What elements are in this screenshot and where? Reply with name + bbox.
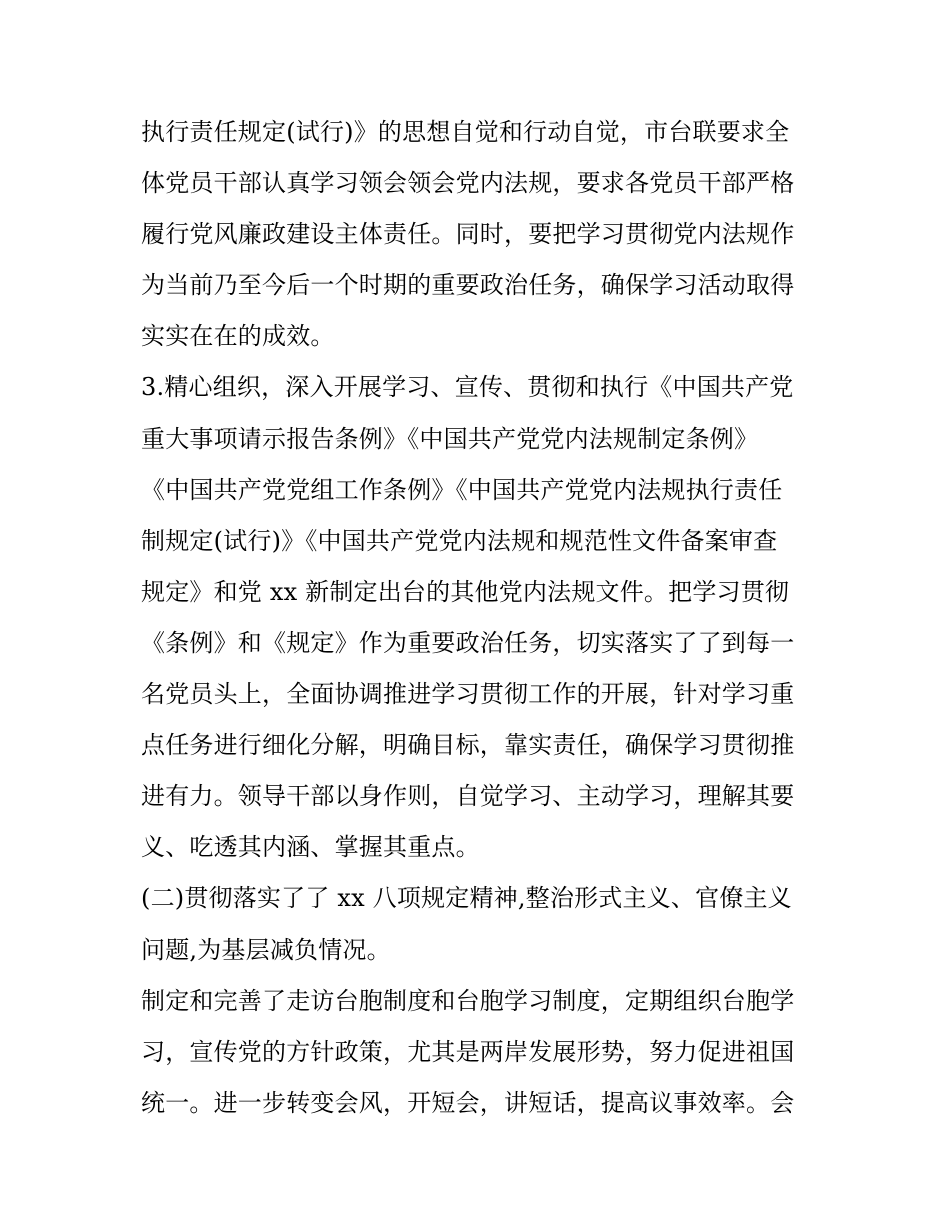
text-line: 进有力。领导干部以身作则，自觉学习、主动学习，理解其要: [141, 782, 795, 811]
text-line: (二)贯彻落实了了 xx 八项规定精神,整治形式主义、官僚主义: [141, 884, 792, 913]
document-body: [141, 107, 821, 1129]
text-line: 习，宣传党的方针政策，尤其是两岸发展形势，努力促进祖国: [141, 1037, 795, 1066]
text-line: 制规定(试行)》《中国共产党党内法规和规范性文件备案审查: [141, 526, 778, 555]
text-line: 履行党风廉政建设主体责任。同时，要把学习贯彻党内法规作: [141, 220, 795, 249]
text-line: 重大事项请示报告条例》《中国共产党党内法规制定条例》: [141, 424, 759, 453]
text-line: 执行责任规定(试行)》的思想自觉和行动自觉，市台联要求全: [141, 118, 790, 146]
text-line: 3.精心组织，深入开展学习、宣传、贯彻和执行《中国共产党: [141, 373, 794, 402]
text-line: 《条例》和《规定》作为重要政治任务，切实落实了了到每一: [141, 628, 795, 657]
text-line: 《中国共产党党组工作条例》《中国共产党党内法规执行责任: [141, 475, 783, 504]
text-line: 制定和完善了走访台胞制度和台胞学习制度，定期组织台胞学: [141, 986, 795, 1015]
text-line: 规定》和党 xx 新制定出台的其他党内法规文件。把学习贯彻: [141, 577, 790, 606]
text-line: 统一。进一步转变会风，开短会，讲短话，提高议事效率。会: [141, 1088, 795, 1117]
text-line: 名党员头上，全面协调推进学习贯彻工作的开展，针对学习重: [141, 680, 795, 709]
text-line: 点任务进行细化分解，明确目标，靠实责任，确保学习贯彻推: [141, 731, 795, 760]
text-line: 体党员干部认真学习领会领会党内法规，要求各党员干部严格: [141, 169, 795, 198]
text-line: 为当前乃至今后一个时期的重要政治任务，确保学习活动取得: [141, 271, 795, 300]
text-line: 义、吃透其内涵、掌握其重点。: [141, 833, 480, 862]
text-line: 实实在在的成效。: [141, 322, 335, 351]
text-line: 问题,为基层减负情况。: [141, 935, 391, 964]
